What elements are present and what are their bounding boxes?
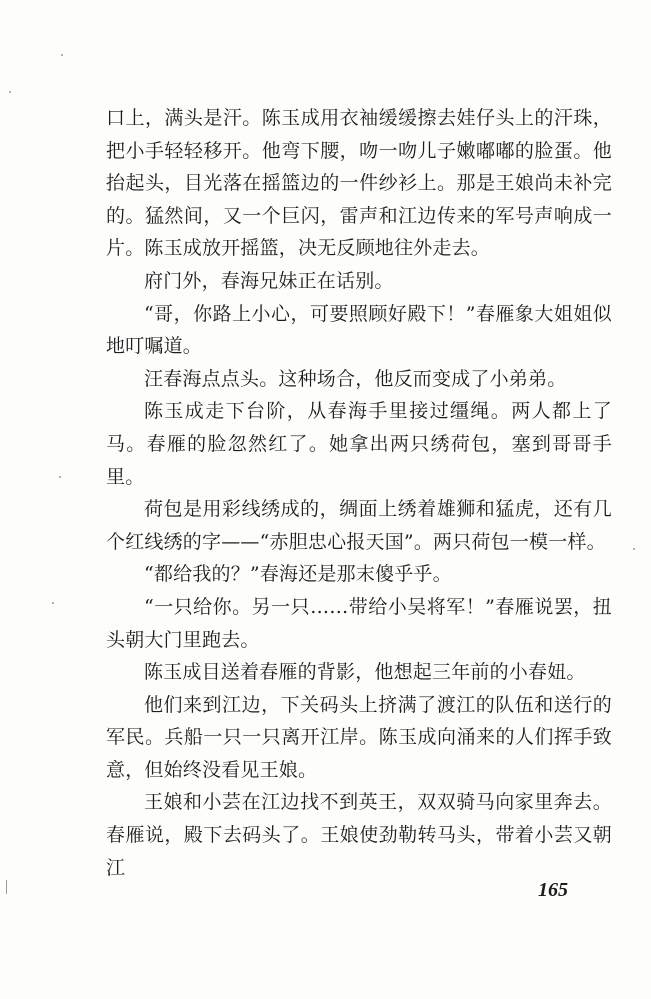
page-body-text [106,102,612,884]
paragraph: “一只给你。另一只……带给小吴将军！”春雁说罢，扭头朝大门里跑去。 [106,595,612,651]
scan-speck [9,91,11,93]
scan-speck [61,54,63,56]
paragraph: “都给我的？”春海还是那末傻乎乎。 [144,563,452,586]
scan-speck [6,880,7,894]
paragraph: 荷包是用彩线绣成的，绸面上绣着雄狮和猛虎，还有几个红线绣的字——“赤胆忠心报天国”。两只荷包一模一样。 [106,498,612,553]
scan-speck [52,602,54,604]
paragraph: 陈玉成走下台阶，从春海手里接过缰绳。两人都上了马。春雁的脸忽然红了。她拿出两只绣荷包，塞到哥哥手里。 [106,400,612,488]
page-number: 165 [538,879,568,901]
scan-speck [633,548,635,550]
paragraph: 他们来到江边，下关码头上挤满了渡江的队伍和送行的军民。兵船一只一只离开江岸。陈玉成向涌来的人们挥手致意，但始终没看见王娘。 [106,693,612,781]
paragraph: “哥，你路上小心，可要照顾好殿下！”春雁象大姐姐似地叮嘱道。 [106,302,612,358]
paragraph-continued: 口上，满头是汗。陈玉成用衣袖缓缓擦去娃仔头上的汗珠，把小手轻轻移开。他弯下腰，吻一吻儿子嫩嘟嘟的脸蛋。他抬起头，目光落在摇篮边的一件纱衫上。那是王娘尚未补完的。猛然间，又一个巨闪，雷声和江边传来的军号声响成一片。陈玉成放开摇篮，决无反顾地往外走去。 [106,107,612,260]
paragraph: 王娘和小芸在江边找不到英王，双双骑马向家里奔去。春雁说，殿下去码头了。王娘使劲勒转马头，带着小芸又朝江 [106,791,612,879]
paragraph: 陈玉成目送着春雁的背影，他想起三年前的小春妞。 [144,661,586,684]
paragraph: 汪春海点点头。这种场合，他反而变成了小弟弟。 [144,367,567,390]
scan-speck [59,476,61,478]
paragraph: 府门外，春海兄妹正在话别。 [144,269,394,292]
